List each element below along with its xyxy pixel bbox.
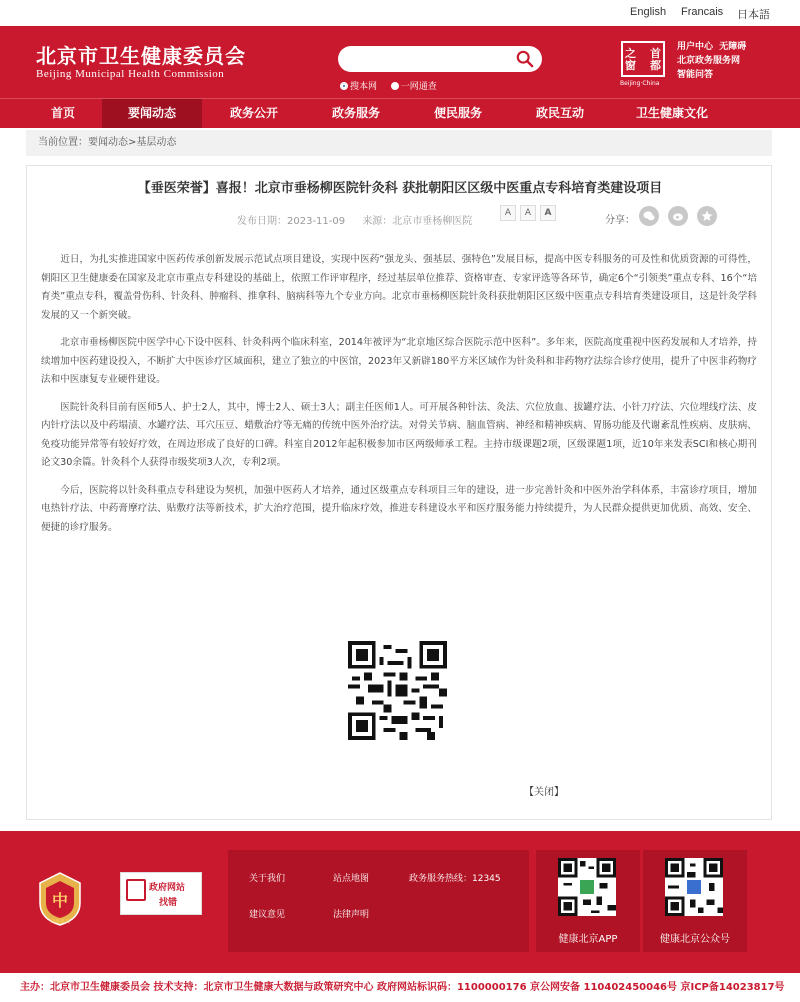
lang-japanese-link[interactable]: 日本語 bbox=[737, 9, 770, 21]
article-body bbox=[41, 251, 757, 546]
app-qr-caption: 健康北京APP bbox=[558, 934, 618, 945]
paragraph: 医院针灸科目前有医师5人、护士2人，其中，博士2人、硕士3人；副主任医师1人。可开展各种针法、灸法、穴位放血、拔罐疗法、小针刀疗法、穴位埋线疗法、皮内针疗法以及中药塌渍、水罐疗法、耳穴压豆、蜡敷治疗等无痛的传统中医外治疗法。对骨关节病、脑血管病、神经和精神疾病、胃肠功能及代谢紊乱性疾病、皮肤病、免疫功能异常等有较好疗效，在周边形成了良好的口碑。科室自2012年起积极参加市区两级师承工程。主持市级课题2项，区级课题1项，近10年来发表SCI和核心期刊论文30余篇。针灸科个人获得市级奖项3人次，专利2项。 bbox=[41, 401, 757, 468]
user-center-link[interactable]: 用户中心 bbox=[677, 42, 714, 52]
share-label: 分享： bbox=[605, 215, 635, 226]
wechat-qr-code bbox=[665, 858, 723, 916]
lang-english-link[interactable]: English bbox=[630, 6, 667, 18]
main-nav bbox=[0, 98, 800, 128]
lang-french-link[interactable]: Francais bbox=[681, 6, 724, 18]
favorite-share-icon[interactable] bbox=[697, 206, 717, 226]
nav-interaction[interactable]: 政民互动 bbox=[535, 106, 584, 120]
language-bar bbox=[0, 0, 800, 26]
capital-char: 首 bbox=[650, 47, 661, 60]
nav-gov-open[interactable]: 政务公开 bbox=[229, 106, 278, 120]
sitemap-link[interactable]: 站点地图 bbox=[333, 874, 370, 884]
capital-char: 之 bbox=[625, 47, 636, 60]
about-us-link[interactable]: 关于我们 bbox=[249, 874, 286, 884]
close-link[interactable]: 【关闭】 bbox=[524, 787, 564, 798]
publish-date: 发布日期：2023-11-09 bbox=[237, 216, 346, 227]
search-input[interactable] bbox=[338, 46, 542, 72]
app-qr-box bbox=[536, 850, 640, 952]
find-error-label: 政府网站 bbox=[149, 883, 186, 893]
search-scope bbox=[340, 79, 437, 92]
font-larger-button[interactable]: A bbox=[540, 205, 556, 221]
site-footer bbox=[0, 831, 800, 973]
search-icon[interactable] bbox=[516, 50, 534, 68]
feedback-link[interactable]: 建议意见 bbox=[249, 910, 286, 920]
wechat-qr-caption: 健康北京公众号 bbox=[660, 934, 730, 945]
nav-culture[interactable]: 卫生健康文化 bbox=[635, 106, 708, 120]
paragraph: 近日，为扎实推进国家中医药传承创新发展示范试点项目建设，实现中医药“强龙头、强基层、强特色”发展目标，提高中医专科服务的可及性和优质资源的可得性，朝阳区卫生健康委在国家及北京市重点专科建设的基础上，依照工作评审程序，经过基层单位推荐、资格审查、专家评选等各环节，确定6个“引领类”重点专科、16个“培育类”重点专科，覆盖骨伤科、针灸科、肿瘤科、推拿科、脑病科等九个专业方向。北京市垂杨柳医院针灸科获批朝阳区区级中医重点专科培育类建设项目，这是针灸学科发展的又一个新突破。 bbox=[41, 254, 757, 321]
site-title-cn[interactable]: 北京市卫生健康委员会 bbox=[36, 44, 246, 68]
wechat-qr-box bbox=[643, 850, 747, 952]
nav-gov-service[interactable]: 政务服务 bbox=[331, 106, 380, 120]
weibo-share-icon[interactable] bbox=[668, 206, 688, 226]
footer-info-bar: 主办：北京市卫生健康委员会 技术支持：北京市卫生健康大数据与政策研究中心 政府网站标识码：1100000176 京公网安备 110402450046号 京ICP备14023817号 bbox=[0, 973, 800, 1002]
capital-window-logo[interactable] bbox=[621, 41, 665, 77]
radio-site[interactable] bbox=[340, 82, 348, 90]
paragraph: 北京市垂杨柳医院中医学中心下设中医科、针灸科两个临床科室，2014年被评为“北京地区综合医院示范中医科”。多年来，医院高度重视中医药发展和人才培养，持续增加中医药建设投入，不断扩大中医诊疗区域面积，建立了独立的中医馆，2023年又新辟180平方米区域作为针灸科和非药物疗法综合诊疗使用，提升了中医非药物疗法和中医康复专业硬件建设。 bbox=[41, 337, 757, 385]
svg-text:中: 中 bbox=[51, 891, 69, 910]
capital-char: 窗 bbox=[625, 59, 636, 72]
radio-site-label: 搜本网 bbox=[350, 82, 378, 92]
find-error-sublabel: 找错 bbox=[159, 898, 178, 908]
site-header bbox=[0, 26, 800, 98]
paragraph: 今后，医院将以针灸科重点专科建设为契机，加强中医药人才培养，通过区级重点专科项目三年的建设，进一步完善针灸和中医外治学科体系，丰富诊疗项目，增加电热针疗法、中药膏摩疗法、贴敷疗法等新技术，扩大治疗范围，提升临床疗效，推进专科建设水平和医疗服务能力持续提升，为人民群众提供更加优质、高效、安全、便捷的诊疗服务。 bbox=[41, 484, 757, 533]
font-smaller-button[interactable]: A bbox=[500, 205, 516, 221]
radio-all[interactable] bbox=[391, 82, 399, 90]
svg-text:党政机关: 党政机关 bbox=[49, 919, 71, 925]
article-title: 【垂医荣誉】喜报！北京市垂杨柳医院针灸科 获批朝阳区区级中医重点专科培育类建设项目 bbox=[137, 181, 663, 196]
nav-news[interactable]: 要闻动态 bbox=[102, 99, 202, 128]
app-qr-code bbox=[558, 858, 616, 916]
wechat-share-icon[interactable] bbox=[639, 206, 659, 226]
capital-char: 都 bbox=[650, 59, 661, 72]
radio-all-label: 一网通查 bbox=[400, 82, 437, 92]
font-normal-button[interactable]: A bbox=[520, 205, 536, 221]
article-qr-code bbox=[348, 641, 447, 740]
article-meta bbox=[237, 212, 486, 227]
legal-link[interactable]: 法律声明 bbox=[333, 910, 370, 920]
quick-links bbox=[677, 40, 746, 82]
article-container bbox=[26, 165, 772, 820]
accessibility-link[interactable]: 无障碍 bbox=[719, 42, 747, 52]
article-source: 来源：北京市垂杨柳医院 bbox=[362, 216, 473, 227]
find-error-seal-icon bbox=[126, 879, 146, 901]
nav-public-service[interactable]: 便民服务 bbox=[433, 106, 482, 120]
party-gov-badge-icon[interactable] bbox=[36, 871, 84, 927]
gov-website-find-error-button[interactable] bbox=[120, 872, 202, 915]
footer-links bbox=[228, 850, 529, 952]
breadcrumb[interactable]: 当前位置：要闻动态>基层动态 bbox=[26, 130, 772, 156]
site-title-en: Beijing Municipal Health Commission bbox=[36, 68, 225, 80]
nav-home[interactable]: 首页 bbox=[50, 106, 75, 120]
hotline-text: 政务服务热线：12345 bbox=[409, 874, 501, 884]
smart-qa-link[interactable]: 智能问答 bbox=[677, 70, 714, 80]
capital-logo-en: Beijing·China bbox=[620, 80, 660, 87]
gov-service-link[interactable]: 北京政务服务网 bbox=[677, 56, 741, 66]
